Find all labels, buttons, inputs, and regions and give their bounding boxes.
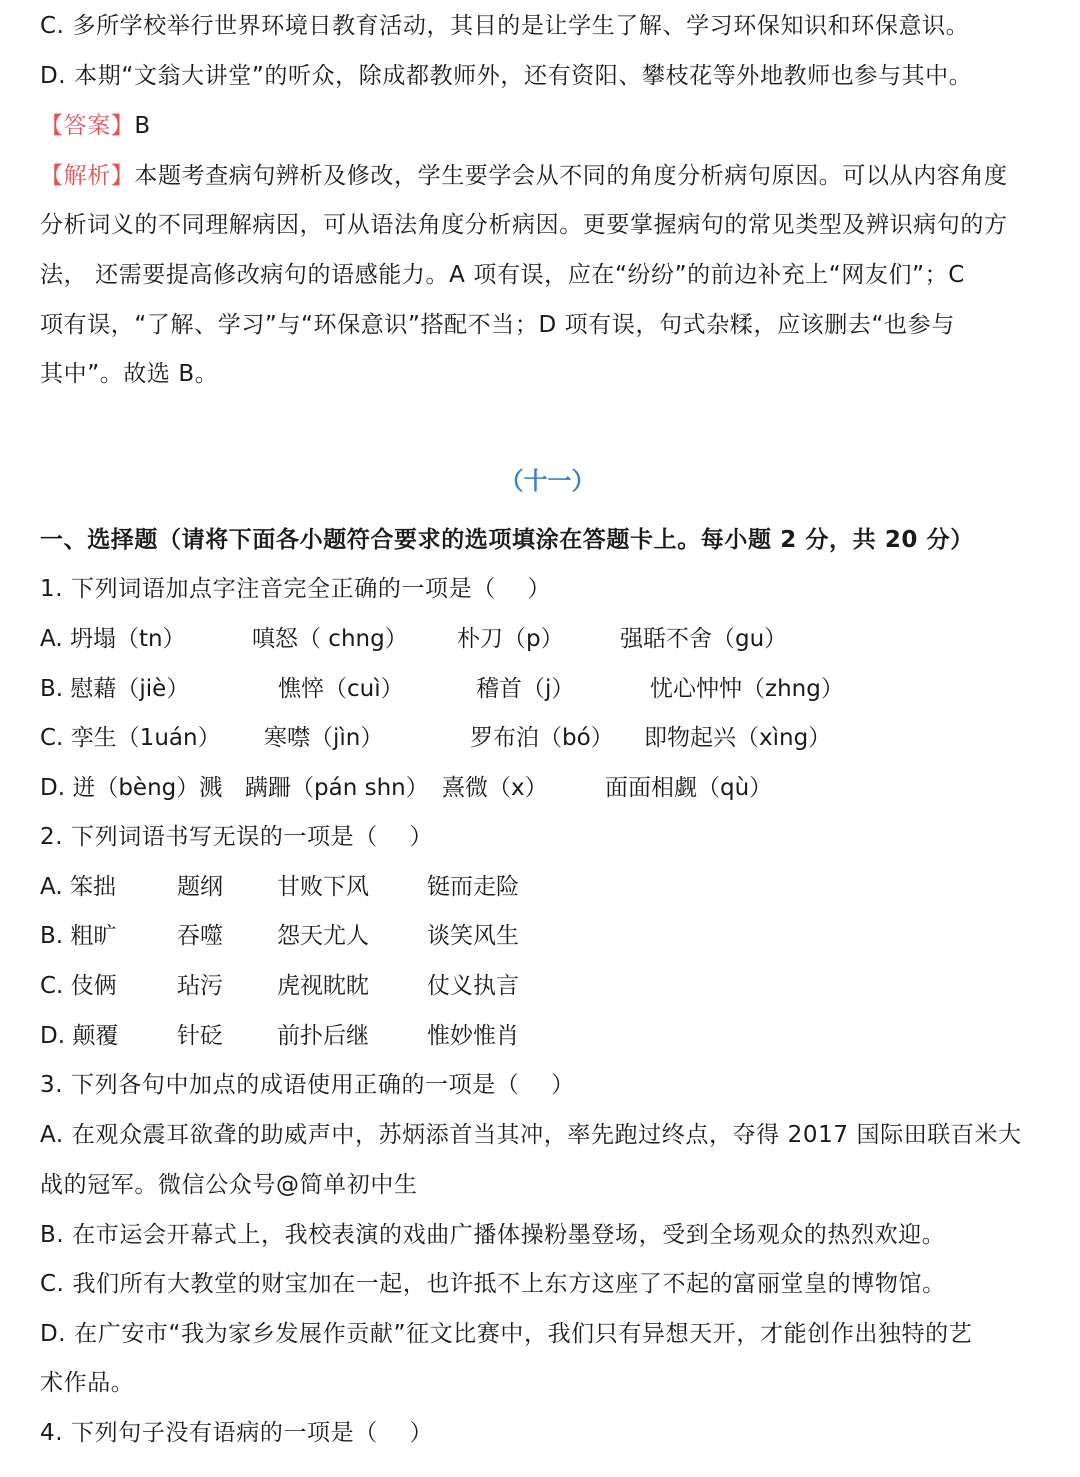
q3-option-a-line-2: 战的冠军。微信公众号@简单初中生 <box>40 1172 418 1198</box>
q2-option-a <box>40 872 1060 902</box>
analysis-line-5: 其中”。故选 B。 <box>40 361 219 387</box>
section-title: （十一） <box>499 467 596 495</box>
q1-b-item-2: 憔悴（cuì） <box>278 676 404 702</box>
q2-c-item-3: 虎视眈眈 <box>277 973 369 999</box>
analysis-line-3: 法， 还需要提高修改病句的语感能力。A 项有误，应在“纷纷”的前边补充上“网友们”；C <box>40 262 965 288</box>
q2-b-item-1: B. 粗旷 <box>40 923 117 949</box>
q3-option-d-line-2: 术作品。 <box>40 1370 135 1396</box>
prev-option-c: C. 多所学校举行世界环境日教育活动，其目的是让学生了解、学习环保知识和环保意识。 <box>40 13 970 39</box>
analysis-text: 本题考查病句辨析及修改，学生要学会从不同的角度分析病句原因。可以从内容角度 <box>134 163 1008 189</box>
q3-option-b: B. 在市运会开幕式上，我校表演的戏曲广播体操粉墨登场，受到全场观众的热烈欢迎。 <box>40 1222 946 1248</box>
q2-d-item-4: 惟妙惟肖 <box>427 1023 519 1049</box>
answer-value: B <box>134 113 151 139</box>
q2-a-item-3: 甘败下风 <box>277 874 369 900</box>
q1-d-item-1: D. 迸（bèng）溅 <box>40 775 223 801</box>
q2-d-item-1: D. 颠覆 <box>40 1023 119 1049</box>
analysis-line-4: 项有误，“了解、学习”与“环保意识”搭配不当；D 项有误，句式杂糅，应该删去“也参与 <box>40 312 955 338</box>
q4-stem: 4. 下列句子没有语病的一项是（ ） <box>40 1420 434 1446</box>
q1-stem: 1. 下列词语加点字注音完全正确的一项是（ ） <box>40 576 552 602</box>
analysis-tag: 【解析】 <box>40 163 135 189</box>
q3-option-d-line-1: D. 在广安市“我为家乡发展作贡献”征文比赛中，我们只有异想天开，才能创作出独特的艺 <box>40 1321 973 1347</box>
q2-d-item-3: 前扑后继 <box>277 1023 369 1049</box>
q2-a-item-2: 题纲 <box>177 874 223 900</box>
q1-c-item-3: 罗布泊（bó） <box>470 725 614 751</box>
q1-d-item-3: 熹微（x） <box>442 775 548 801</box>
q1-b-item-4: 忧心忡忡（zhng） <box>650 676 844 702</box>
answer-line <box>40 111 151 141</box>
q2-option-b <box>40 921 1060 951</box>
q2-a-item-4: 铤而走险 <box>427 874 519 900</box>
q1-option-a <box>40 624 1060 654</box>
q1-c-item-1: C. 孪生（1uán） <box>40 725 221 751</box>
q1-c-item-4: 即物起兴（xìng） <box>644 725 832 751</box>
q2-c-item-2: 玷污 <box>177 973 223 999</box>
q1-b-item-1: B. 慰藉（jiè） <box>40 676 190 702</box>
q2-b-item-3: 怨天尤人 <box>277 923 369 949</box>
prev-option-d: D. 本期“文翁大讲堂”的听众，除成都教师外，还有资阳、攀枝花等外地教师也参与其中。 <box>40 63 973 89</box>
q2-d-item-2: 针砭 <box>177 1023 223 1049</box>
q2-a-item-1: A. 笨拙 <box>40 874 116 900</box>
analysis-line-2: 分析词义的不同理解病因，可从语法角度分析病因。更要掌握病句的常见类型及辨识病句的方 <box>40 212 1008 238</box>
q1-a-item-1: A. 坍塌（tn） <box>40 626 186 652</box>
q2-c-item-1: C. 伎俩 <box>40 973 117 999</box>
q1-a-item-2: 嗔怒（ chng） <box>252 626 408 652</box>
q1-d-item-2: 蹒跚（pán shn） <box>245 775 429 801</box>
q2-c-item-4: 仗义执言 <box>427 973 519 999</box>
section-heading: 一、选择题（请将下面各小题符合要求的选项填涂在答题卡上。每小题 2 分，共 20 分） <box>40 527 974 553</box>
q1-option-c <box>40 723 1060 753</box>
q2-option-d <box>40 1021 1060 1051</box>
q3-option-a-line-1: A. 在观众震耳欲聋的助威声中，苏炳添首当其冲，率先跑过终点，夺得 2017 国际田联百米大 <box>40 1122 1022 1148</box>
q1-option-b <box>40 674 1060 704</box>
q1-option-d <box>40 773 1060 803</box>
analysis-line-1 <box>40 161 1008 191</box>
q1-a-item-3: 朴刀（p） <box>457 626 564 652</box>
q1-b-item-3: 稽首（j） <box>476 676 575 702</box>
q3-stem: 3. 下列各句中加点的成语使用正确的一项是（ ） <box>40 1072 575 1098</box>
q3-option-c: C. 我们所有大教堂的财宝加在一起，也许抵不上东方这座了不起的富丽堂皇的博物馆。 <box>40 1271 946 1297</box>
q1-a-item-4: 强聒不舍（gu） <box>620 626 788 652</box>
q2-option-c <box>40 971 1060 1001</box>
q2-b-item-4: 谈笑风生 <box>427 923 519 949</box>
q2-stem: 2. 下列词语书写无误的一项是（ ） <box>40 824 434 850</box>
q1-c-item-2: 寒噤（jìn） <box>264 725 384 751</box>
q2-b-item-2: 吞噬 <box>177 923 223 949</box>
answer-tag: 【答案】 <box>40 113 135 139</box>
q1-d-item-4: 面面相觑（qù） <box>605 775 773 801</box>
